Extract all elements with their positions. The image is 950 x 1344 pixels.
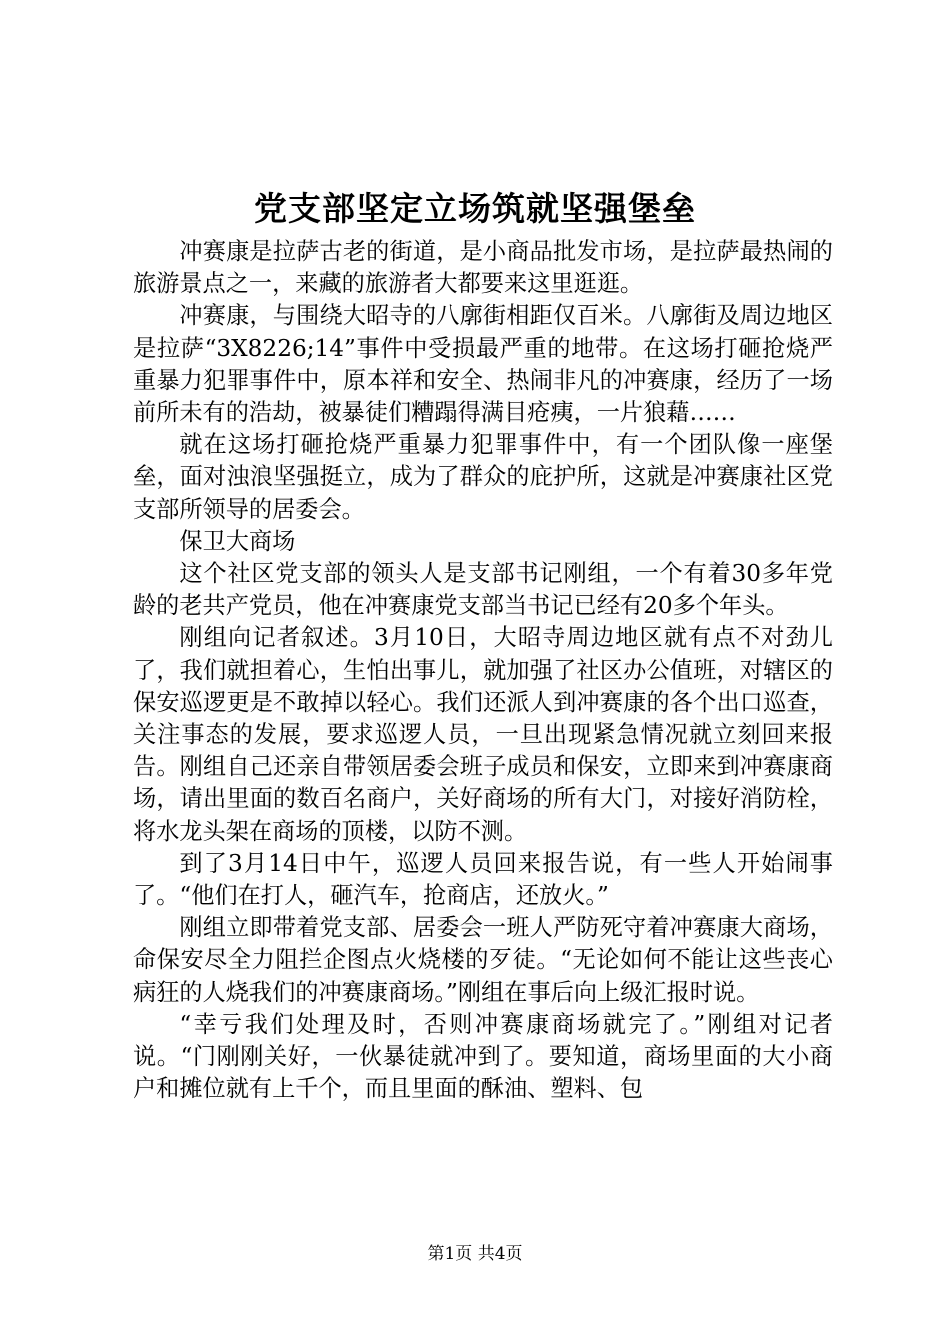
document-title: 党支部坚定立场筑就坚强堡垒: [254, 189, 696, 228]
page-number-footer: 第1页 共4页: [427, 1244, 523, 1264]
document-body: [133, 236, 833, 1105]
section-heading: 保卫大商场: [179, 527, 296, 555]
paragraph: 就在这场打砸抢烧严重暴力犯罪事件中，有一个团队像一座堡垒，面对浊浪坚强挺立，成为了群众的庇护所，这就是冲赛康社区党支部所领导的居委会。: [133, 431, 833, 523]
paragraph: 这个社区党支部的领头人是支部书记刚组，一个有着30多年党龄的老共产党员，他在冲赛康党支部当书记已经有20多个年头。: [133, 560, 833, 620]
paragraph: “幸亏我们处理及时，否则冲赛康商场就完了。”刚组对记者说。“门刚刚关好，一伙暴徒就冲到了。要知道，商场里面的大小商户和摊位就有上千个，而且里面的酥油、塑料、包: [133, 1010, 833, 1103]
paragraph: 刚组向记者叙述。3月10日，大昭寺周边地区就有点不对劲儿了，我们就担着心，生怕出事儿，就加强了社区办公值班，对辖区的保安巡逻更是不敢掉以轻心。我们还派人到冲赛康的各个出口巡查，关注事态的发展，要求巡逻人员，一旦出现紧急情况就立刻回来报告。刚组自己还亲自带领居委会班子成员和保安，立即来到冲赛康商场，请出里面的数百名商户，关好商场的所有大门，对接好消防栓，将水龙头架在商场的顶楼，以防不测。: [133, 624, 833, 845]
paragraph: 冲赛康是拉萨古老的街道，是小商品批发市场，是拉萨最热闹的旅游景点之一，来藏的旅游者大都要来这里逛逛。: [133, 238, 833, 298]
paragraph: 到了3月14日中午，巡逻人员回来报告说，有一些人开始闹事了。“他们在打人，砸汽车，抢商店，还放火。”: [133, 849, 833, 910]
paragraph: 冲赛康，与围绕大昭寺的八廓街相距仅百米。八廓街及周边地区是拉萨“3X8226;14”事件中受损最严重的地带。在这场打砸抢烧严重暴力犯罪事件中，原本祥和安全、热闹非凡的冲赛康，经历了一场前所未有的浩劫，被暴徒们糟蹋得满目疮痍，一片狼藉……: [133, 302, 833, 427]
paragraph: 刚组立即带着党支部、居委会一班人严防死守着冲赛康大商场，命保安尽全力阻拦企图点火烧楼的歹徒。“无论如何不能让这些丧心病狂的人烧我们的冲赛康商场。”刚组在事后向上级汇报时说。: [133, 914, 833, 1006]
